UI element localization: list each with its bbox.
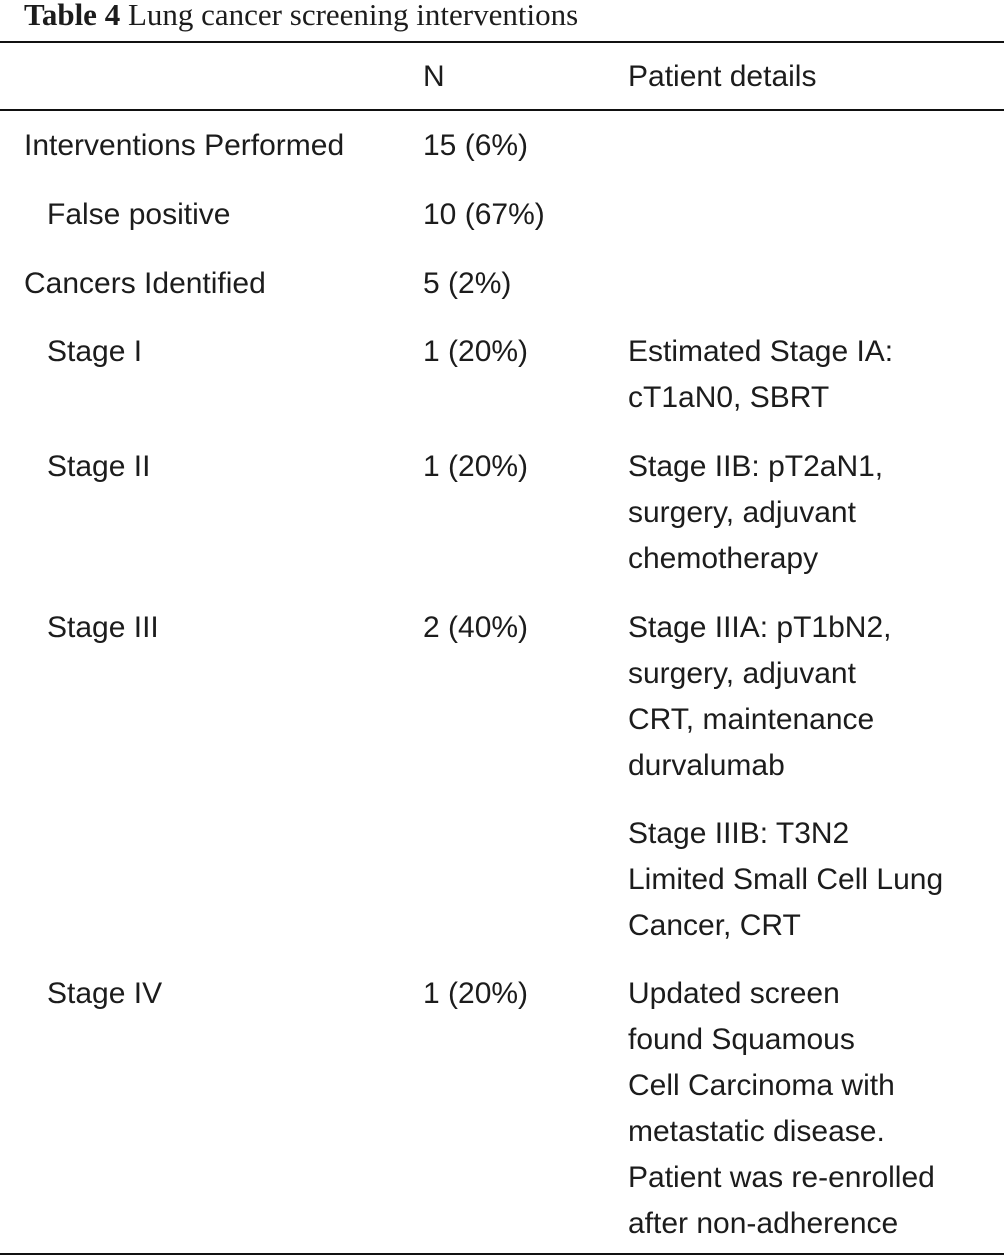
details-line: Patient was re-enrolled xyxy=(628,1161,935,1194)
row-details-stage-iii-b xyxy=(628,811,943,949)
bottom-rule xyxy=(0,1253,1004,1255)
table-title: Lung cancer screening interventions xyxy=(127,0,579,32)
table-caption xyxy=(24,0,578,36)
details-line: Updated screen xyxy=(628,977,840,1010)
table-number: Table 4 xyxy=(24,0,121,32)
details-line: after non-adherence xyxy=(628,1207,899,1240)
details-line: Cell Carcinoma with xyxy=(628,1069,895,1102)
details-line: chemotherapy xyxy=(628,542,819,575)
row-label-stage-iii: Stage III xyxy=(47,611,159,644)
details-line: surgery, adjuvant xyxy=(628,657,856,690)
row-label-stage-i: Stage I xyxy=(47,335,143,368)
row-n-stage-iv: 1 (20%) xyxy=(423,977,529,1010)
row-n-false-positive: 10 (67%) xyxy=(423,198,545,231)
details-line: Stage IIIB: T3N2 xyxy=(628,817,850,850)
row-n-stage-ii: 1 (20%) xyxy=(423,450,529,483)
top-rule xyxy=(0,41,1004,43)
row-n-stage-iii: 2 (40%) xyxy=(423,611,529,644)
row-label-stage-ii: Stage II xyxy=(47,450,151,483)
row-details-stage-iv xyxy=(628,971,935,1247)
header-rule xyxy=(0,109,1004,111)
details-line: Cancer, CRT xyxy=(628,909,801,942)
row-details-stage-iii-a xyxy=(628,605,891,789)
row-label-false-positive: False positive xyxy=(47,198,231,231)
details-line: CRT, maintenance xyxy=(628,703,875,736)
details-line: cT1aN0, SBRT xyxy=(628,381,830,414)
details-line: Limited Small Cell Lung xyxy=(628,863,944,896)
row-label-stage-iv: Stage IV xyxy=(47,977,163,1010)
row-n-interventions-performed: 15 (6%) xyxy=(423,129,529,162)
row-details-stage-i xyxy=(628,329,893,421)
row-label-cancers-identified: Cancers Identified xyxy=(24,267,266,300)
row-n-cancers-identified: 5 (2%) xyxy=(423,267,512,300)
details-line: surgery, adjuvant xyxy=(628,496,856,529)
row-label-interventions-performed: Interventions Performed xyxy=(24,129,345,162)
row-n-stage-i: 1 (20%) xyxy=(423,335,529,368)
header-n: N xyxy=(423,60,445,93)
details-line: durvalumab xyxy=(628,749,785,782)
row-details-stage-ii xyxy=(628,444,883,582)
header-patient-details: Patient details xyxy=(628,60,817,93)
details-line: metastatic disease. xyxy=(628,1115,885,1148)
details-line: Stage IIIA: pT1bN2, xyxy=(628,611,892,644)
details-line: Stage IIB: pT2aN1, xyxy=(628,450,884,483)
details-line: Estimated Stage IA: xyxy=(628,335,894,368)
details-line: found Squamous xyxy=(628,1023,855,1056)
